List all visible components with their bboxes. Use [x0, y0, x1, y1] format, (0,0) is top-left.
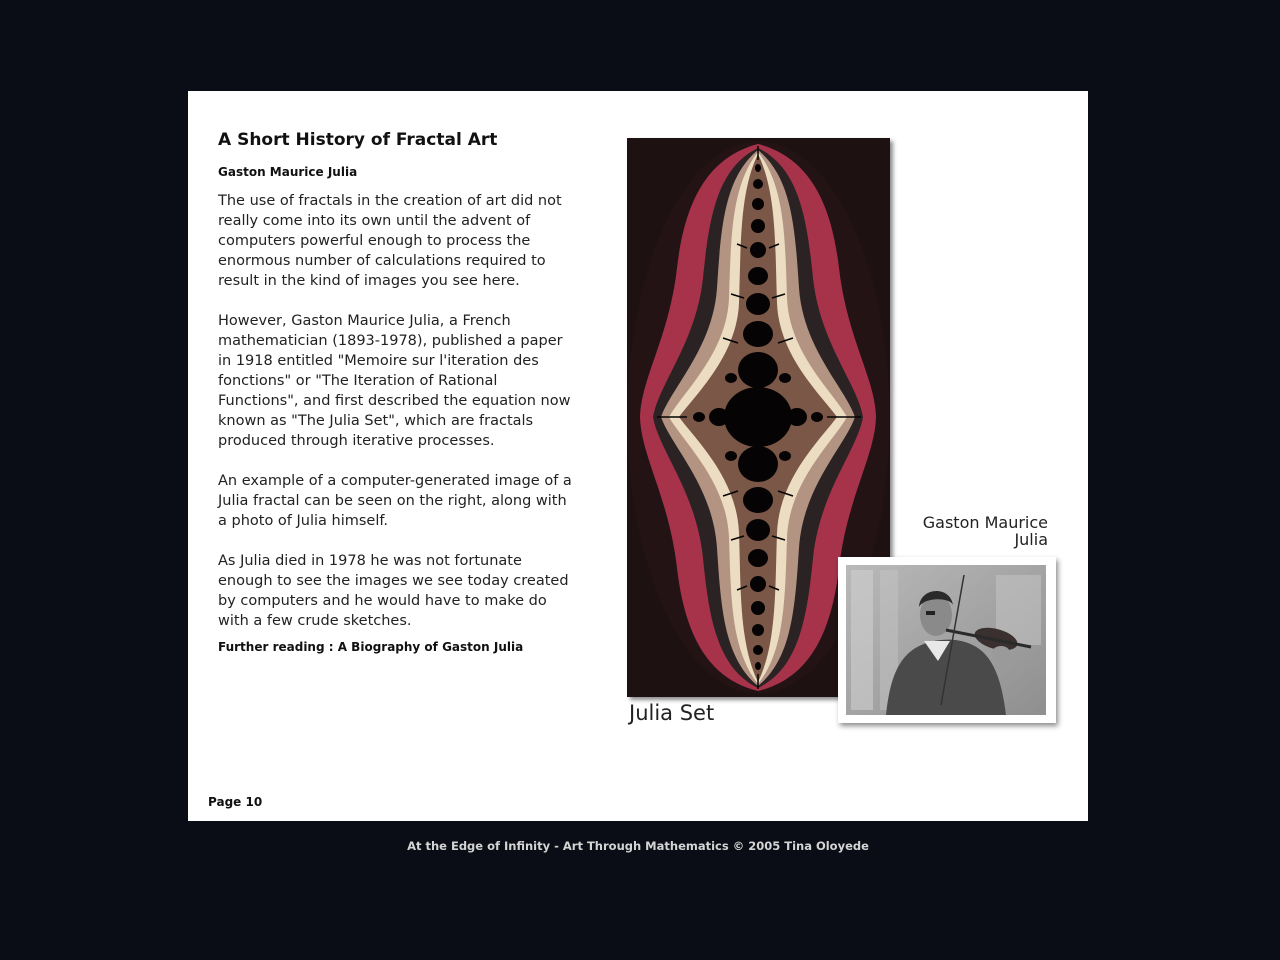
julia-set-caption: Julia Set: [629, 701, 715, 725]
julia-photo-frame: [838, 557, 1056, 723]
page-title: A Short History of Fractal Art: [218, 130, 498, 150]
paragraph: The use of fractals in the creation of art did not really come into its own until the advent of computers powerful enough to process the enormous number of calculations required to result in the kind of images you see here.: [218, 193, 562, 289]
paragraph: An example of a computer-generated image of a Julia fractal can be seen on the right, along with a photo of Julia himself.: [218, 473, 572, 529]
paragraph: As Julia died in 1978 he was not fortunate enough to see the images we see today created by computers and he would have to make do with a few crude sketches.: [218, 553, 569, 629]
content-page: [188, 91, 1088, 821]
footer-credit: At the Edge of Infinity - Art Through Mathematics © 2005 Tina Oloyede: [407, 839, 869, 853]
julia-portrait-photo: [846, 565, 1046, 715]
section-subtitle: Gaston Maurice Julia: [218, 165, 358, 179]
photo-caption: [888, 514, 1048, 548]
paragraph: However, Gaston Maurice Julia, a French mathematician (1893-1978), published a paper in 1918 entitled "Memoire sur l'iteration des fonctions" or "The Iteration of Rational Functions", and first described the equation now known as "The Julia Set", which are fractals produced through iterative processes.: [218, 313, 571, 449]
photo-caption-line: Gaston Maurice: [922, 513, 1048, 532]
photo-caption-line: Julia: [1014, 530, 1048, 549]
page-number: Page 10: [208, 795, 263, 809]
further-reading-link[interactable]: Further reading : A Biography of Gaston Julia: [218, 640, 524, 654]
article-body: [218, 191, 578, 651]
